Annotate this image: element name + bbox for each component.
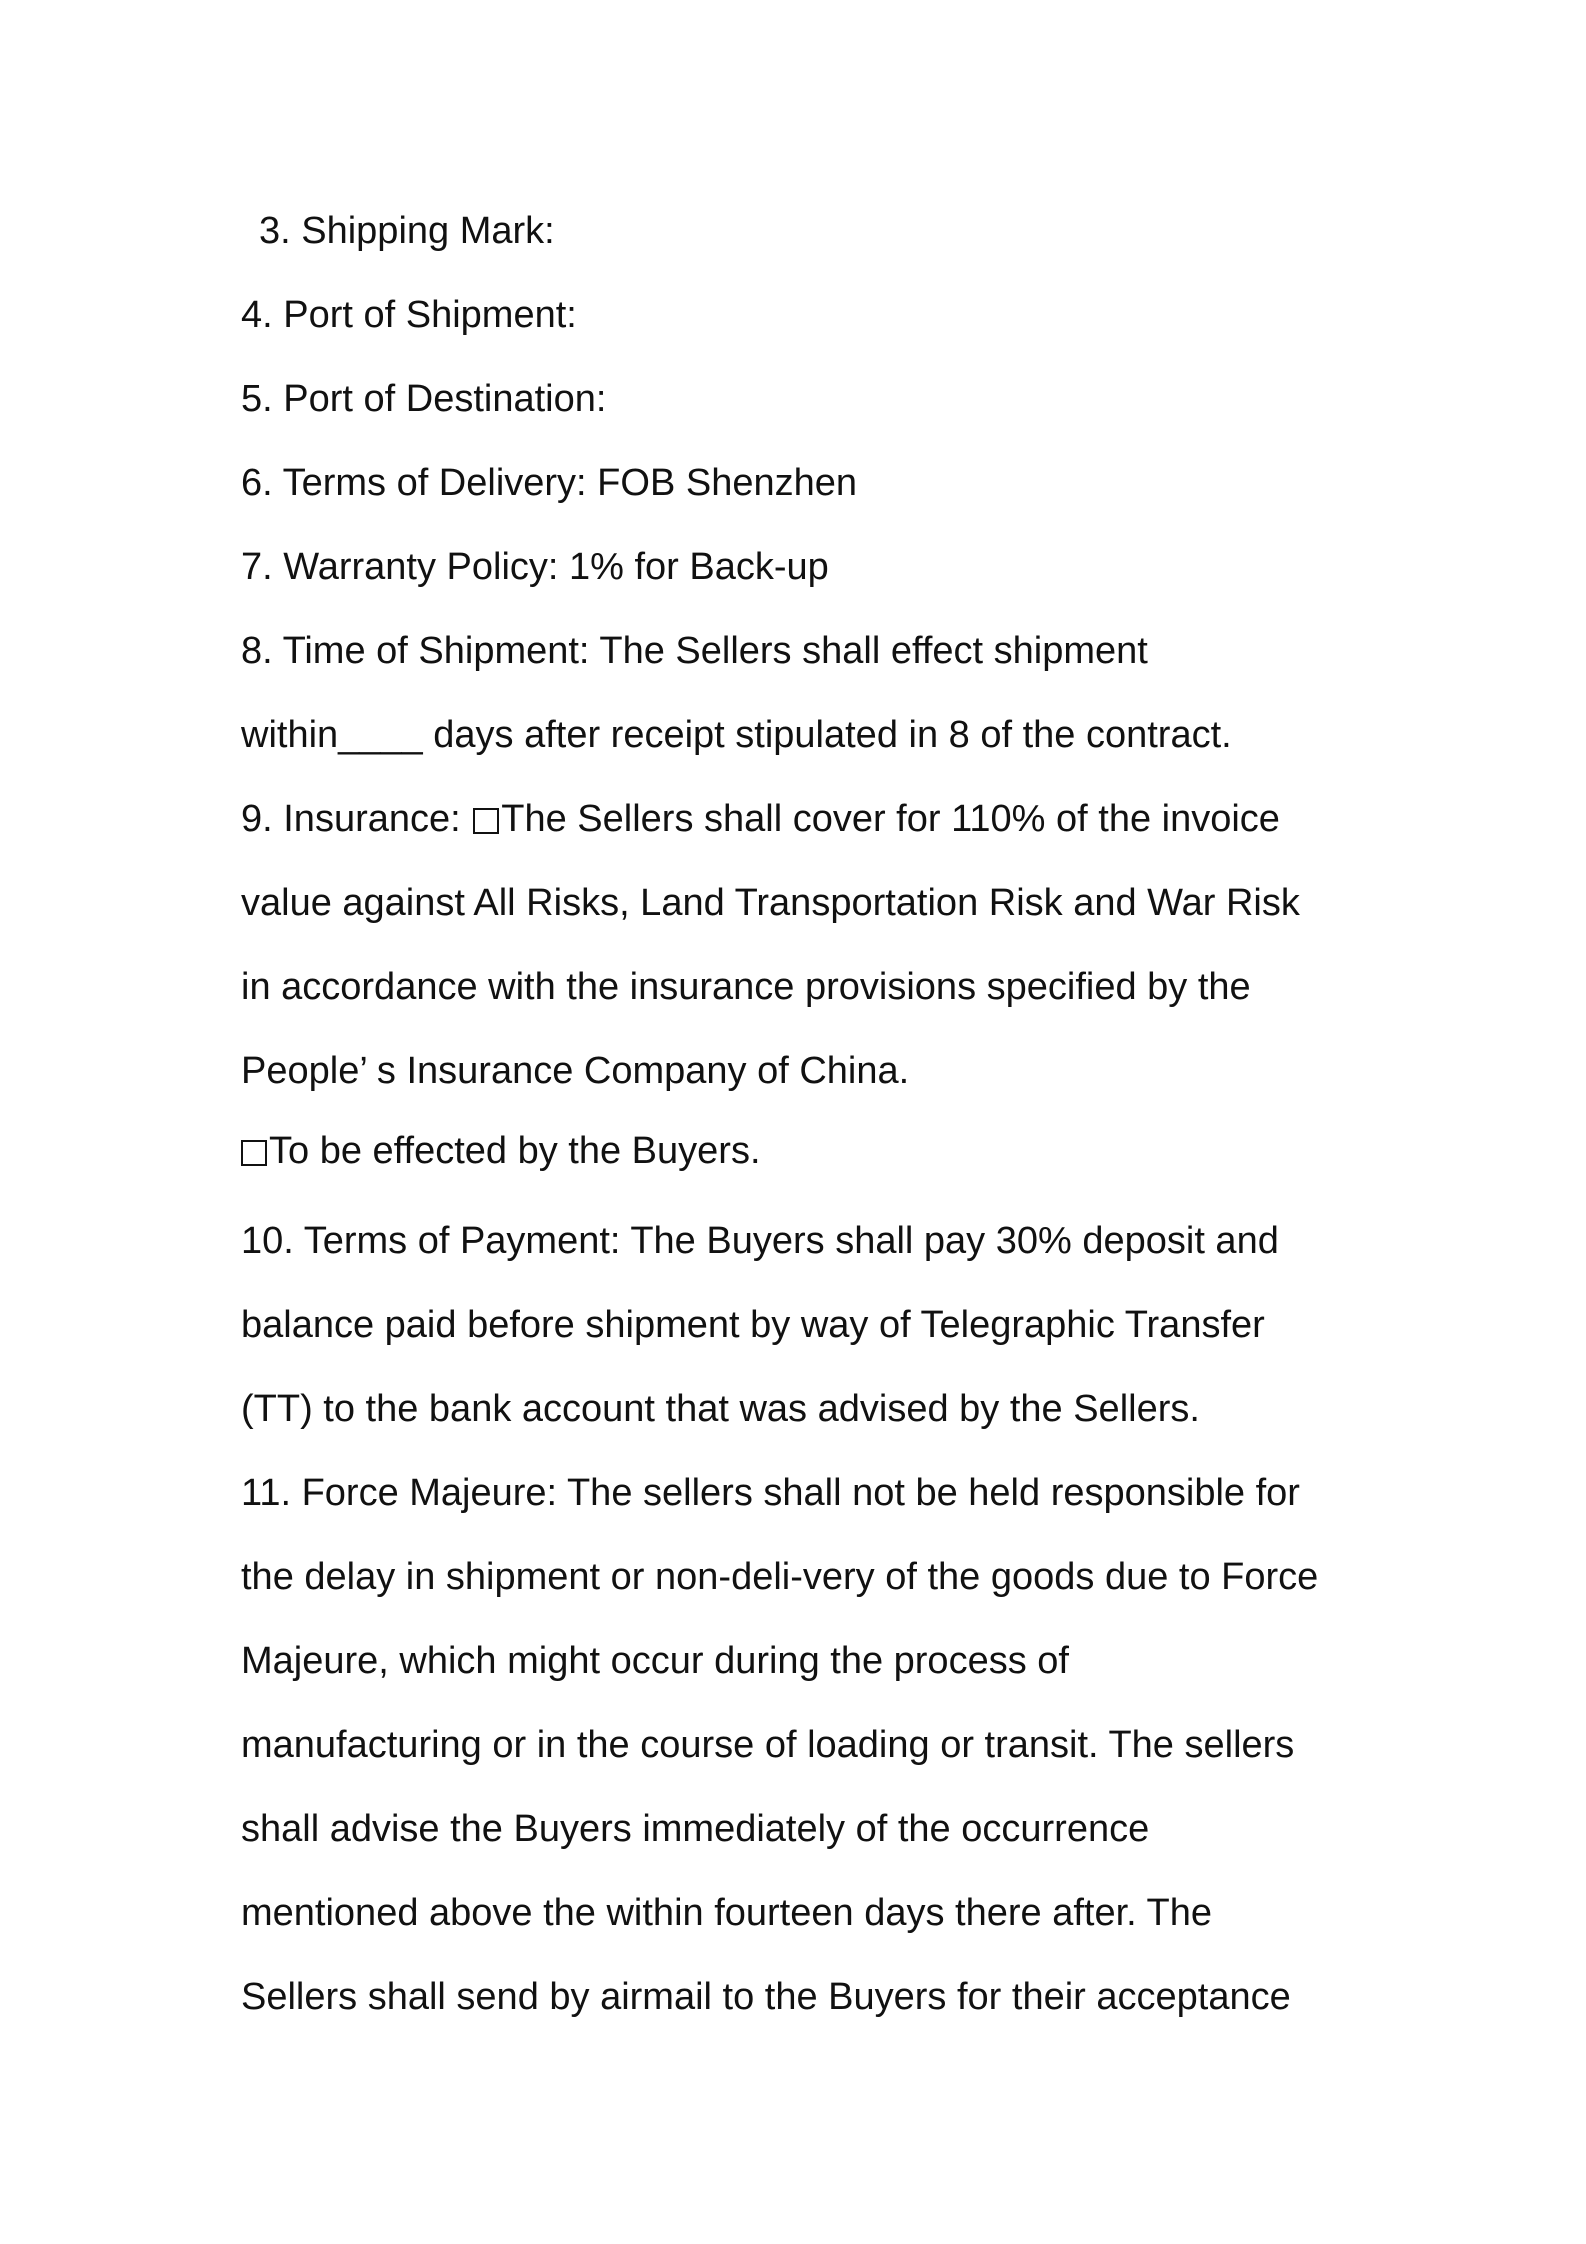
clause-insurance (241, 796, 1280, 842)
clause-force-majeure: 11. Force Majeure: The sellers shall not be held responsible for (241, 1472, 1300, 1514)
clause-force-majeure-cont-1: the delay in shipment or non-deli-very of the goods due to Force (241, 1556, 1319, 1598)
clause-insurance-buyer-option (241, 1128, 761, 1174)
clause-terms-of-payment-cont-2: (TT) to the bank account that was advised by the Sellers. (241, 1388, 1200, 1430)
clause-port-of-destination: 5. Port of Destination: (241, 378, 607, 420)
clause-time-of-shipment-cont: within____ days after receipt stipulated in 8 of the contract. (241, 714, 1232, 756)
clause-force-majeure-cont-3: manufacturing or in the course of loading or transit. The sellers (241, 1724, 1295, 1766)
clause-insurance-cont-3: People’ s Insurance Company of China. (241, 1050, 910, 1092)
clause-insurance-cont-2: in accordance with the insurance provisions specified by the (241, 966, 1251, 1008)
clause-terms-of-payment-cont-1: balance paid before shipment by way of Telegraphic Transfer (241, 1304, 1265, 1346)
clause-warranty-policy: 7. Warranty Policy: 1% for Back-up (241, 546, 829, 588)
clause-shipping-mark: 3. Shipping Mark: (259, 210, 555, 252)
clause-insurance-cont-1: value against All Risks, Land Transportation Risk and War Risk (241, 882, 1300, 924)
insurance-buyer-checkbox[interactable] (241, 1140, 267, 1166)
insurance-label: 9. Insurance: (241, 798, 461, 840)
clause-terms-of-payment: 10. Terms of Payment: The Buyers shall pay 30% deposit and (241, 1220, 1279, 1262)
insurance-seller-checkbox[interactable] (473, 808, 499, 834)
clause-port-of-shipment: 4. Port of Shipment: (241, 294, 577, 336)
insurance-buyer-option-text: To be effected by the Buyers. (269, 1130, 761, 1172)
clause-force-majeure-cont-5: mentioned above the within fourteen days there after. The (241, 1892, 1213, 1934)
clause-force-majeure-cont-2: Majeure, which might occur during the process of (241, 1640, 1069, 1682)
clause-force-majeure-cont-6: Sellers shall send by airmail to the Buyers for their acceptance (241, 1976, 1291, 2018)
clause-time-of-shipment: 8. Time of Shipment: The Sellers shall effect shipment (241, 630, 1148, 672)
clause-force-majeure-cont-4: shall advise the Buyers immediately of the occurrence (241, 1808, 1150, 1850)
clause-terms-of-delivery: 6. Terms of Delivery: FOB Shenzhen (241, 462, 857, 504)
insurance-seller-option: The Sellers shall cover for 110% of the invoice (501, 798, 1280, 840)
